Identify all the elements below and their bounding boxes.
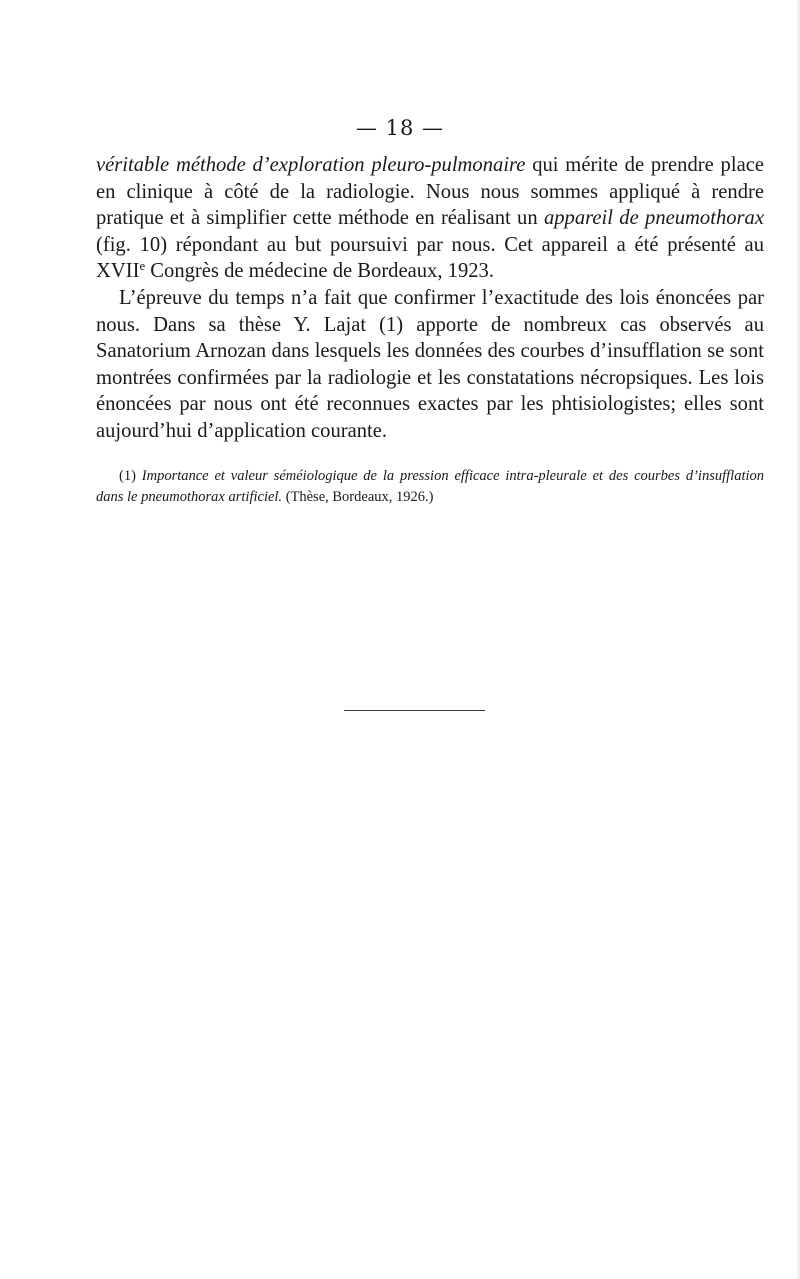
section-divider [344, 710, 485, 711]
superscript-e: e [139, 259, 146, 274]
paragraph-1-italic-apparatus: appareil de pneumothorax [543, 207, 764, 230]
footnote-1 [96, 466, 764, 508]
paragraph-1 [96, 152, 764, 285]
paragraph-2 [96, 285, 764, 445]
page-number: — 18 — [355, 116, 445, 140]
footnote-italic-title: Importance et valeur séméiologique de la pression efficace intra-pleurale et des courbes d’insufflation dans le pneumothorax artificiel. [96, 468, 764, 505]
footnotes [96, 466, 764, 508]
paragraph-1-text: qui mérite de prendre place en clinique à côté de la radiologie. Nous nous sommes appliqué à rendre pratique et à simplifier cette méthode en réalisant un [96, 154, 764, 230]
footnote-reference: (1) [379, 313, 404, 336]
body-text [96, 152, 764, 445]
footnote-marker: (1) [119, 468, 136, 484]
footnote-citation: (Thèse, Bordeaux, 1926.) [282, 489, 434, 505]
paragraph-1-text-3: Congrès de médecine de Bordeaux, 1923. [145, 260, 494, 283]
page-edge-shadow [796, 0, 800, 1279]
paragraph-2-text-2: apporte de nombreux cas observés au Sanatorium Arnozan dans lesquels les données des courbes d’insufflation se sont montrées confirmées par la radiologie et les constatations nécropsiques. Les lois énoncées par nous ont été reconnues exactes par les phtisiologistes; elles sont aujourd’hui d’application courante. [96, 313, 764, 442]
paragraph-1-text-2: (fig. 10) répondant au but poursuivi par nous. Cet appareil a été présenté au XVII [96, 233, 764, 283]
paragraph-2-text: L’épreuve du temps n’a fait que confirmer l’exactitude des lois énoncées par nous. Dans sa thèse Y. Lajat [96, 286, 764, 336]
paragraph-1-italic-phrase: véritable méthode d’exploration pleuro-pulmonaire [96, 154, 526, 176]
